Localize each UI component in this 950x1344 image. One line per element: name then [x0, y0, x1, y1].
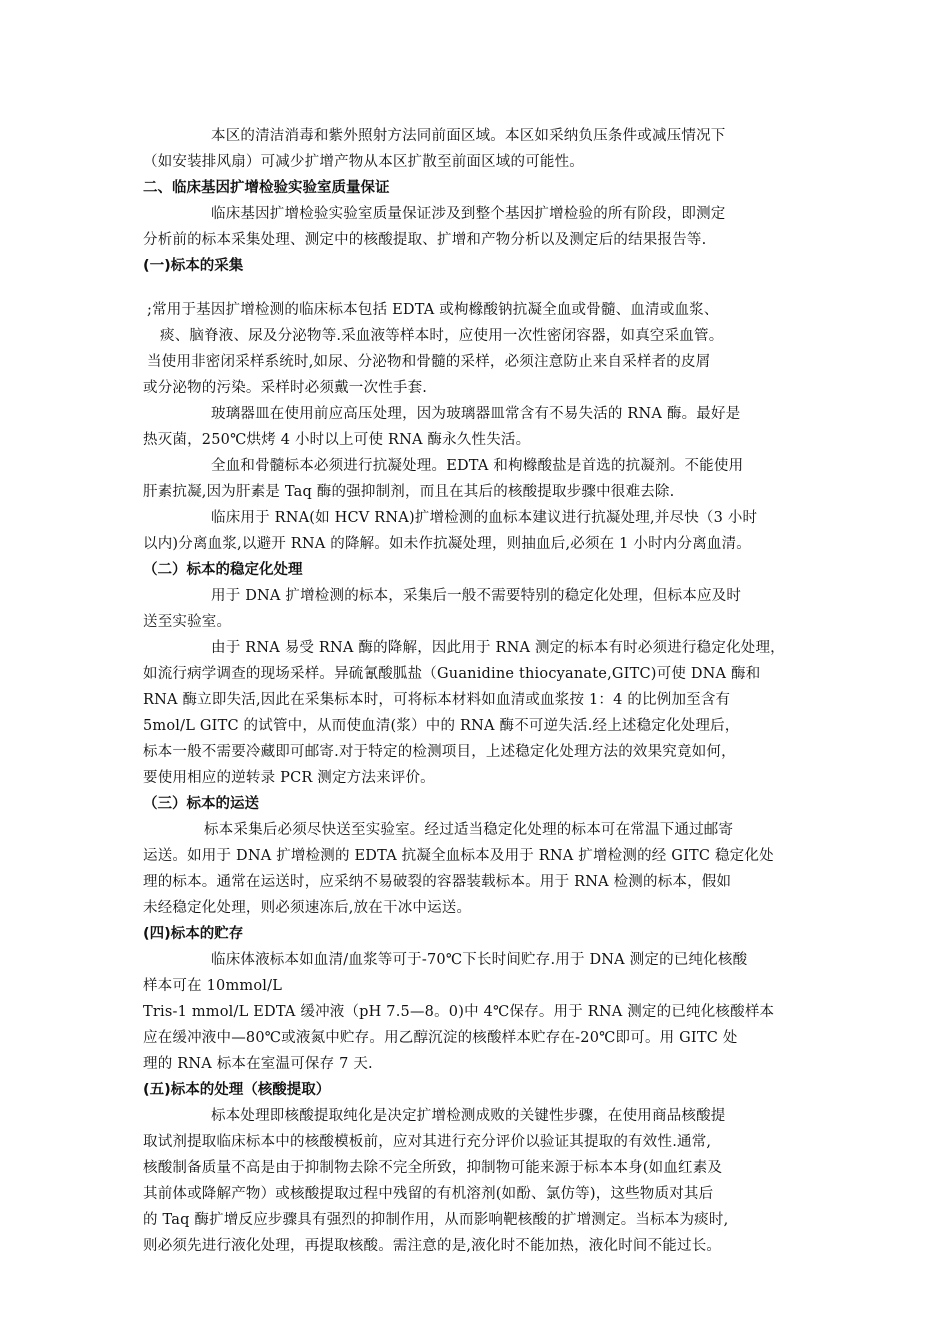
- text-line: 玻璃器皿在使用前应高压处理，因为玻璃器皿常含有不易失活的 RNA 酶。最好是: [211, 406, 741, 422]
- text-line: 样本可在 10mmol/L: [143, 978, 283, 994]
- subsection-heading: (一)标本的采集: [143, 258, 244, 274]
- text-line: 本区的清洁消毒和紫外照射方法同前面区域。本区如采纳负压条件或减压情况下: [211, 128, 726, 144]
- text-line: 其前体或降解产物）或核酸提取过程中残留的有机溶剂(如酚、氯仿等)，这些物质对其后: [143, 1186, 714, 1202]
- subsection-heading: （三）标本的运送: [143, 796, 259, 812]
- text-line: 标本一般不需要冷藏即可邮寄.对于特定的检测项目，上述稳定化处理方法的效果究竟如何，: [143, 744, 736, 760]
- text-line: 送至实验室。: [143, 614, 232, 630]
- text-line: 临床体液标本如血清/血浆等可于-70℃下长时间贮存.用于 DNA 测定的已纯化核酸: [211, 952, 748, 968]
- text-line: 热灭菌，250℃烘烤 4 小时以上可使 RNA 酶永久性失活。: [143, 432, 531, 448]
- text-line: 的 Taq 酶扩增反应步骤具有强烈的抑制作用，从而影响靶核酸的扩增测定。当标本为痰时,: [143, 1212, 729, 1228]
- text-line: 如流行病学调查的现场采样。异硫氰酸胍盐（Guanidine thiocyanate,GITC)可使 DNA 酶和: [143, 666, 761, 682]
- text-line: 取试剂提取临床标本中的核酸模板前，应对其进行充分评价以验证其提取的有效性.通常,: [143, 1134, 712, 1150]
- text-line: 分析前的标本采集处理、测定中的核酸提取、扩增和产物分析以及测定后的结果报告等.: [143, 232, 707, 248]
- text-line: ;常用于基因扩增检测的临床标本包括 EDTA 或枸橼酸钠抗凝全血或骨髓、血清或血浆、: [147, 302, 719, 318]
- subsection-heading: （二）标本的稳定化处理: [143, 562, 303, 578]
- text-line: 未经稳定化处理，则必须速冻后,放在干冰中运送。: [143, 900, 472, 916]
- section-heading: 二、临床基因扩增检验实验室质量保证: [143, 180, 390, 196]
- text-line: 则必须先进行液化处理，再提取核酸。需注意的是,液化时不能加热，液化时间不能过长。: [143, 1238, 722, 1254]
- subsection-heading: (四)标本的贮存: [143, 926, 244, 942]
- text-line: RNA 酶立即失活,因此在采集标本时，可将标本材料如血清或血浆按 1：4 的比例加至含有: [143, 692, 731, 708]
- text-line: 临床用于 RNA(如 HCV RNA)扩增检测的血标本建议进行抗凝处理,并尽快（3 小时: [211, 510, 758, 526]
- text-line: 以内)分离血浆,以避开 RNA 的降解。如未作抗凝处理，则抽血后,必须在 1 小时内分离血清。: [143, 536, 752, 552]
- subsection-heading: (五)标本的处理（核酸提取）: [143, 1082, 331, 1098]
- text-line: 由于 RNA 易受 RNA 酶的降解，因此用于 RNA 测定的标本有时必须进行稳定化处理，: [211, 640, 785, 656]
- text-line: 理的 RNA 标本在室温可保存 7 天.: [143, 1056, 373, 1072]
- text-line: 或分泌物的污染。采样时必须戴一次性手套.: [143, 380, 428, 396]
- text-line: 标本处理即核酸提取纯化是决定扩增检测成败的关键性步骤，在使用商品核酸提: [211, 1108, 726, 1124]
- text-line: 肝素抗凝,因为肝素是 Taq 酶的强抑制剂，而且在其后的核酸提取步骤中很难去除.: [143, 484, 675, 500]
- text-line: 运送。如用于 DNA 扩增检测的 EDTA 抗凝全血标本及用于 RNA 扩增检测的经 GITC 稳定化处: [143, 848, 774, 864]
- text-line: 标本采集后必须尽快送至实验室。经过适当稳定化处理的标本可在常温下通过邮寄: [204, 822, 734, 838]
- text-line: 理的标本。通常在运送时，应采纳不易破裂的容器装载标本。用于 RNA 检测的标本，假如: [143, 874, 732, 890]
- text-line: 5mol/L GITC 的试管中，从而使血清(浆）中的 RNA 酶不可逆失活.经上述稳定化处理后，: [143, 718, 740, 734]
- text-line: 痰、脑脊液、尿及分泌物等.采血液等样本时，应使用一次性密闭容器，如真空采血管。: [160, 328, 724, 344]
- text-line: 应在缓冲液中—80℃或液氮中贮存。用乙醇沉淀的核酸样本贮存在-20℃即可。用 GITC 处: [143, 1030, 738, 1046]
- text-line: （如安装排风扇）可减少扩增产物从本区扩散至前面区域的可能性。: [143, 154, 584, 170]
- text-line: 临床基因扩增检验实验室质量保证涉及到整个基因扩增检验的所有阶段，即测定: [211, 206, 726, 222]
- text-line: Tris-1 mmol/L EDTA 缓冲液（pH 7.5—8。0)中 4℃保存。用于 RNA 测定的已纯化核酸样本: [143, 1004, 775, 1020]
- text-line: 核酸制备质量不高是由于抑制物去除不完全所致，抑制物可能来源于标本本身(如血红素及: [143, 1160, 723, 1176]
- text-line: 用于 DNA 扩增检测的标本，采集后一般不需要特别的稳定化处理，但标本应及时: [211, 588, 742, 604]
- text-line: 要使用相应的逆转录 PCR 测定方法来评价。: [143, 770, 435, 786]
- text-line: 全血和骨髓标本必须进行抗凝处理。EDTA 和枸橼酸盐是首选的抗凝剂。不能使用: [211, 458, 744, 474]
- text-line: 当使用非密闭采样系统时,如尿、分泌物和骨髓的采样，必须注意防止来自采样者的皮屑: [147, 354, 711, 370]
